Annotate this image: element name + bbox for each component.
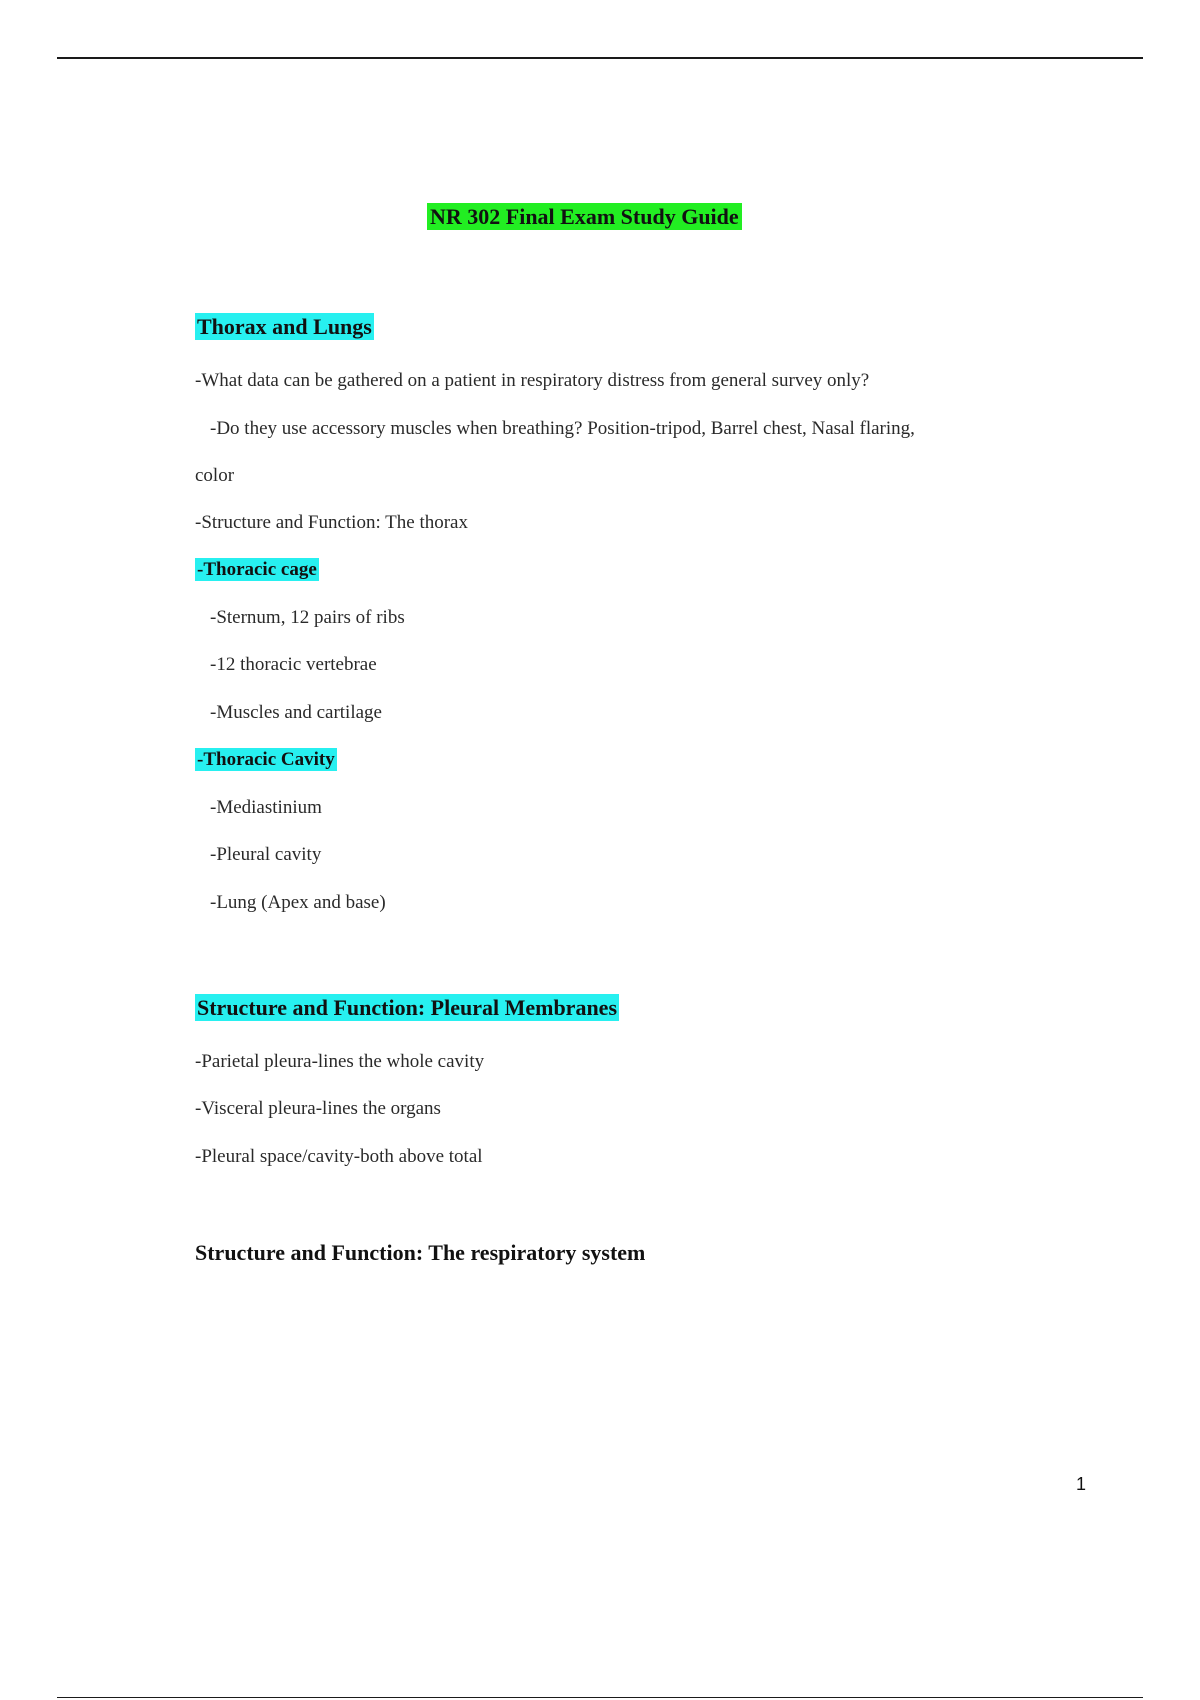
list-item: -Muscles and cartilage bbox=[210, 702, 382, 723]
list-item: -Pleural cavity bbox=[210, 844, 322, 865]
answer-line: -Do they use accessory muscles when breathing? Position-tripod, Barrel chest, Nasal flaring, bbox=[210, 418, 915, 439]
answer-line-continued: color bbox=[195, 465, 235, 486]
bottom-rule bbox=[57, 1697, 1143, 1698]
list-item: -Lung (Apex and base) bbox=[210, 892, 386, 913]
heading-text: Thorax and Lungs bbox=[197, 314, 372, 339]
heading-text: Structure and Function: Pleural Membranes bbox=[197, 995, 618, 1020]
title-text: NR 302 Final Exam Study Guide bbox=[427, 203, 742, 230]
page-number: 1 bbox=[1076, 1474, 1087, 1494]
subheading-text: -Thoracic Cavity bbox=[197, 749, 335, 770]
structure-thorax-line: -Structure and Function: The thorax bbox=[195, 512, 468, 533]
list-item: -Mediastinium bbox=[210, 797, 322, 818]
question-line: -What data can be gathered on a patient in respiratory distress from general survey only? bbox=[195, 370, 870, 391]
subheading-thoracic-cavity bbox=[195, 748, 337, 772]
heading-respiratory-system: Structure and Function: The respiratory system bbox=[195, 1240, 646, 1265]
subheading-thoracic-cage bbox=[195, 558, 319, 582]
list-item: -Visceral pleura-lines the organs bbox=[195, 1098, 441, 1119]
list-item: -Parietal pleura-lines the whole cavity bbox=[195, 1051, 485, 1072]
subheading-text: -Thoracic cage bbox=[197, 559, 317, 580]
list-item: -Sternum, 12 pairs of ribs bbox=[210, 607, 405, 628]
list-item: -12 thoracic vertebrae bbox=[210, 654, 377, 675]
heading-thorax-and-lungs bbox=[195, 313, 374, 341]
heading-pleural-membranes bbox=[195, 994, 619, 1022]
list-item: -Pleural space/cavity-both above total bbox=[195, 1146, 483, 1167]
document-title bbox=[427, 203, 742, 231]
